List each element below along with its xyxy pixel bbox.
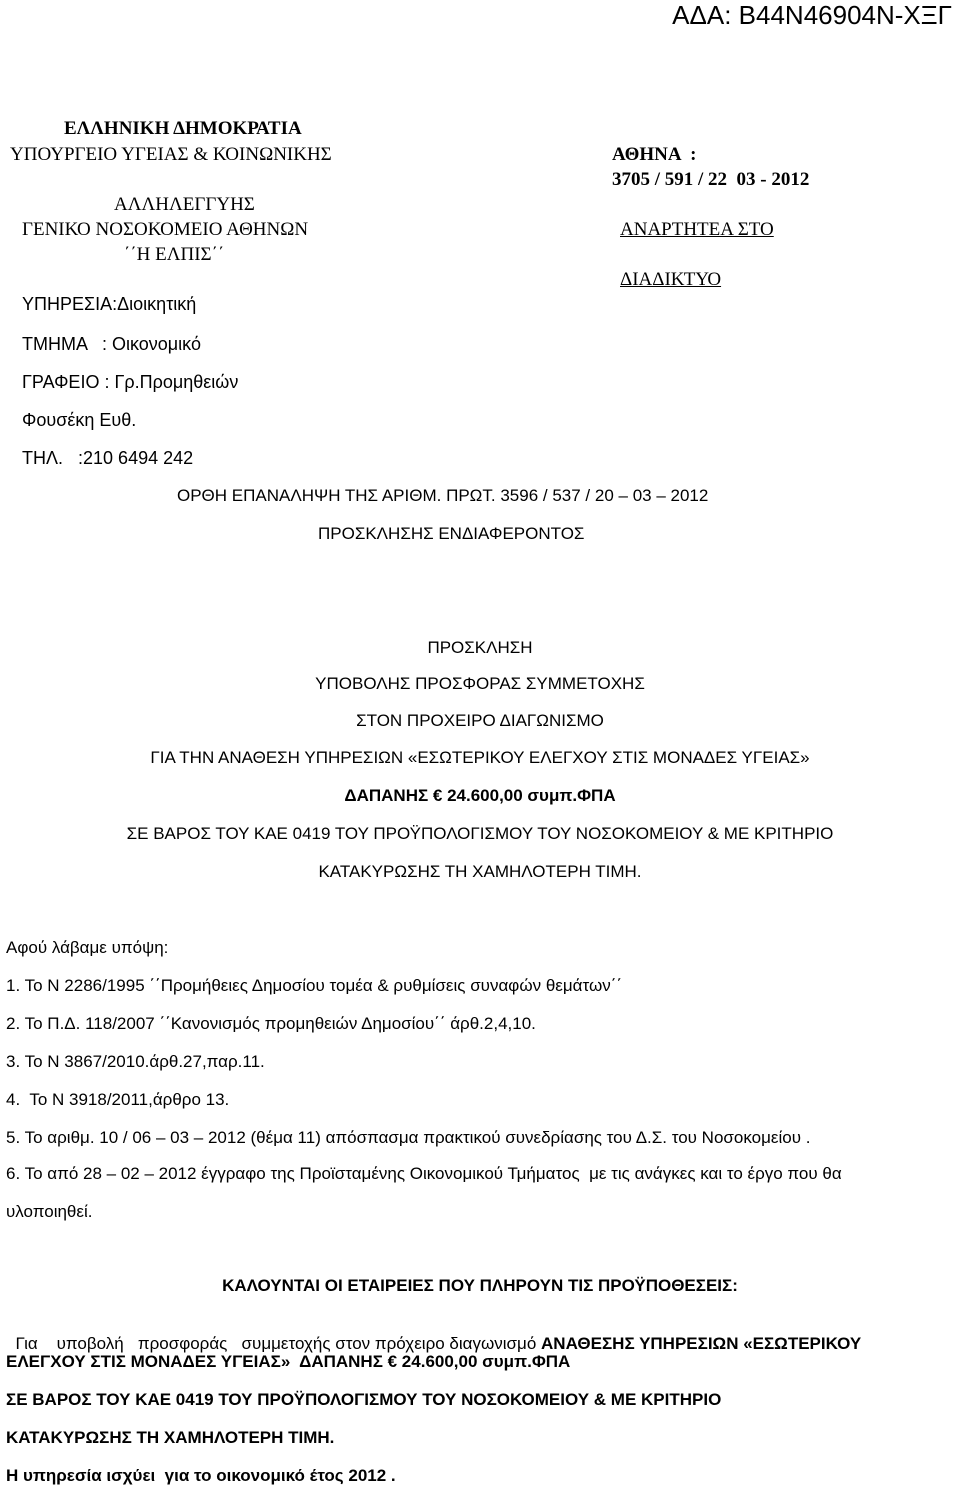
call-paragraph-line1: [6, 1314, 861, 1354]
header-department: ΤΜΗΜΑ : Οικονομικό: [22, 334, 201, 354]
header-post-line1: ΑΝΑΡΤΗΤΕΑ ΣΤΟ: [620, 219, 774, 240]
call-intro-bold: ΑΝΑΘΕΣΗΣ ΥΠΗΡΕΣΙΩΝ «ΕΣΩΤΕΡΙΚΟΥ: [541, 1334, 862, 1353]
header-service: ΥΠΗΡΕΣΙΑ:Διοικητική: [22, 294, 197, 314]
considering-item: 4. Το Ν 3918/2011,άρθρο 13.: [6, 1090, 230, 1109]
header-phone: ΤΗΛ. :210 6494 242: [22, 448, 194, 468]
invitation-line6: ΣΕ ΒΑΡΟΣ ΤΟΥ ΚΑΕ 0419 ΤΟΥ ΠΡΟΫΠΟΛΟΓΙΣΜΟΥ ΤΟΥ ΝΟΣΟΚΟΜΕΙΟΥ & ΜΕ ΚΡΙΤΗΡΙΟ: [126, 824, 834, 843]
header-city: ΑΘΗΝΑ :: [612, 144, 697, 165]
considering-item: 6. Το από 28 – 02 – 2012 έγγραφο της Προϊσταμένης Οικονομικού Τμήματος με τις ανάγκες και το έργο που θα: [6, 1164, 842, 1183]
considering-item: 2. Το Π.Δ. 118/2007 ΄΄Κανονισμός προμηθειών Δημοσίου΄΄ άρθ.2,4,10.: [6, 1014, 536, 1033]
invitation-line3: ΣΤΟΝ ΠΡΟΧΕΙΡΟ ΔΙΑΓΩΝΙΣΜΟ: [356, 711, 604, 730]
invitation-title: ΠΡΟΣΚΛΗΣΗ: [427, 638, 533, 657]
header-office: ΓΡΑΦΕΙΟ : Γρ.Προμηθειών: [22, 372, 239, 392]
considering-item: 1. Το Ν 2286/1995 ΄΄Προμήθειες Δημοσίου τομέα & ρυθμίσεις συναφών θεμάτων΄΄: [6, 976, 623, 995]
call-paragraph-line4: ΚΑΤΑΚΥΡΩΣΗΣ ΤΗ ΧΑΜΗΛΟΤΕΡΗ ΤΙΜΗ.: [6, 1428, 335, 1447]
header-protocol-number: 3705 / 591 / 22 03 - 2012: [612, 169, 810, 190]
invitation-line7: ΚΑΤΑΚΥΡΩΣΗΣ ΤΗ ΧΑΜΗΛΟΤΕΡΗ ΤΙΜΗ.: [318, 862, 642, 881]
considering-item: 3. Το Ν 3867/2010.άρθ.27,παρ.11.: [6, 1052, 265, 1071]
header-post-line2: ΔΙΑΔΙΚΤΥΟ: [620, 269, 722, 290]
invitation-line2: ΥΠΟΒΟΛΗΣ ΠΡΟΣΦΟΡΑΣ ΣΥΜΜΕΤΟΧΗΣ: [315, 674, 645, 693]
invitation-line4: ΓΙΑ ΤΗΝ ΑΝΑΘΕΣΗ ΥΠΗΡΕΣΙΩΝ «ΕΣΩΤΕΡΙΚΟΥ ΕΛΕΓΧΟΥ ΣΤΙΣ ΜΟΝΑΔΕΣ ΥΓΕΙΑΣ»: [150, 748, 810, 767]
call-paragraph-line2: ΕΛΕΓΧΟΥ ΣΤΙΣ ΜΟΝΑΔΕΣ ΥΓΕΙΑΣ» ΔΑΠΑΝΗΣ € 24.600,00 συμπ.ΦΠΑ: [6, 1352, 571, 1371]
header-solidarity: ΑΛΛΗΛΕΓΓΥΗΣ: [114, 194, 255, 215]
header-ministry: ΥΠΟΥΡΓΕΙΟ ΥΓΕΙΑΣ & ΚΟΙΝΩΝΙΚΗΣ: [10, 144, 332, 165]
ada-code: ΑΔΑ: Β44Ν46904Ν-ΧΞΓ: [672, 0, 952, 30]
header-hospital-name: ΄΄Η ΕΛΠΙΣ΄΄: [124, 244, 225, 265]
call-intro-text: Για υποβολή προσφοράς συμμετοχής στον πρόχειρο διαγωνισμό: [15, 1334, 542, 1353]
considering-item: 5. Το αριθμ. 10 / 06 – 03 – 2012 (θέμα 11) απόσπασμα πρακτικού συνεδρίασης του Δ.Σ. του Νοσοκομείου .: [6, 1128, 811, 1147]
header-contact: Φουσέκη Ευθ.: [22, 410, 137, 430]
call-validity: Η υπηρεσία ισχύει για το οικονομικό έτος 2012 .: [6, 1466, 396, 1485]
header-republic: ΕΛΛΗΝΙΚΗ ΔΗΜΟΚΡΑΤΙΑ: [64, 118, 302, 139]
correction-title: ΟΡΘΗ ΕΠΑΝΑΛΗΨΗ ΤΗΣ ΑΡΙΘΜ. ΠΡΩΤ. 3596 / 537 / 20 – 03 – 2012: [177, 486, 709, 505]
considering-intro: Αφού λάβαμε υπόψη:: [6, 938, 169, 957]
header-hospital: ΓΕΝΙΚΟ ΝΟΣΟΚΟΜΕΙΟ ΑΘΗΝΩΝ: [22, 219, 309, 240]
call-paragraph-line3: ΣΕ ΒΑΡΟΣ ΤΟΥ ΚΑΕ 0419 ΤΟΥ ΠΡΟΫΠΟΛΟΓΙΣΜΟΥ ΤΟΥ ΝΟΣΟΚΟΜΕΙΟΥ & ΜΕ ΚΡΙΤΗΡΙΟ: [6, 1390, 722, 1409]
considering-item: υλοποιηθεί.: [6, 1202, 93, 1221]
call-heading: ΚΑΛΟΥΝΤΑΙ ΟΙ ΕΤΑΙΡΕΙΕΣ ΠΟΥ ΠΛΗΡΟΥΝ ΤΙΣ ΠΡΟΫΠΟΘΕΣΕΙΣ:: [222, 1276, 738, 1295]
correction-subtitle: ΠΡΟΣΚΛΗΣΗΣ ΕΝΔΙΑΦΕΡΟΝΤΟΣ: [318, 524, 585, 543]
invitation-budget: ΔΑΠΑΝΗΣ € 24.600,00 συμπ.ΦΠΑ: [344, 786, 616, 805]
